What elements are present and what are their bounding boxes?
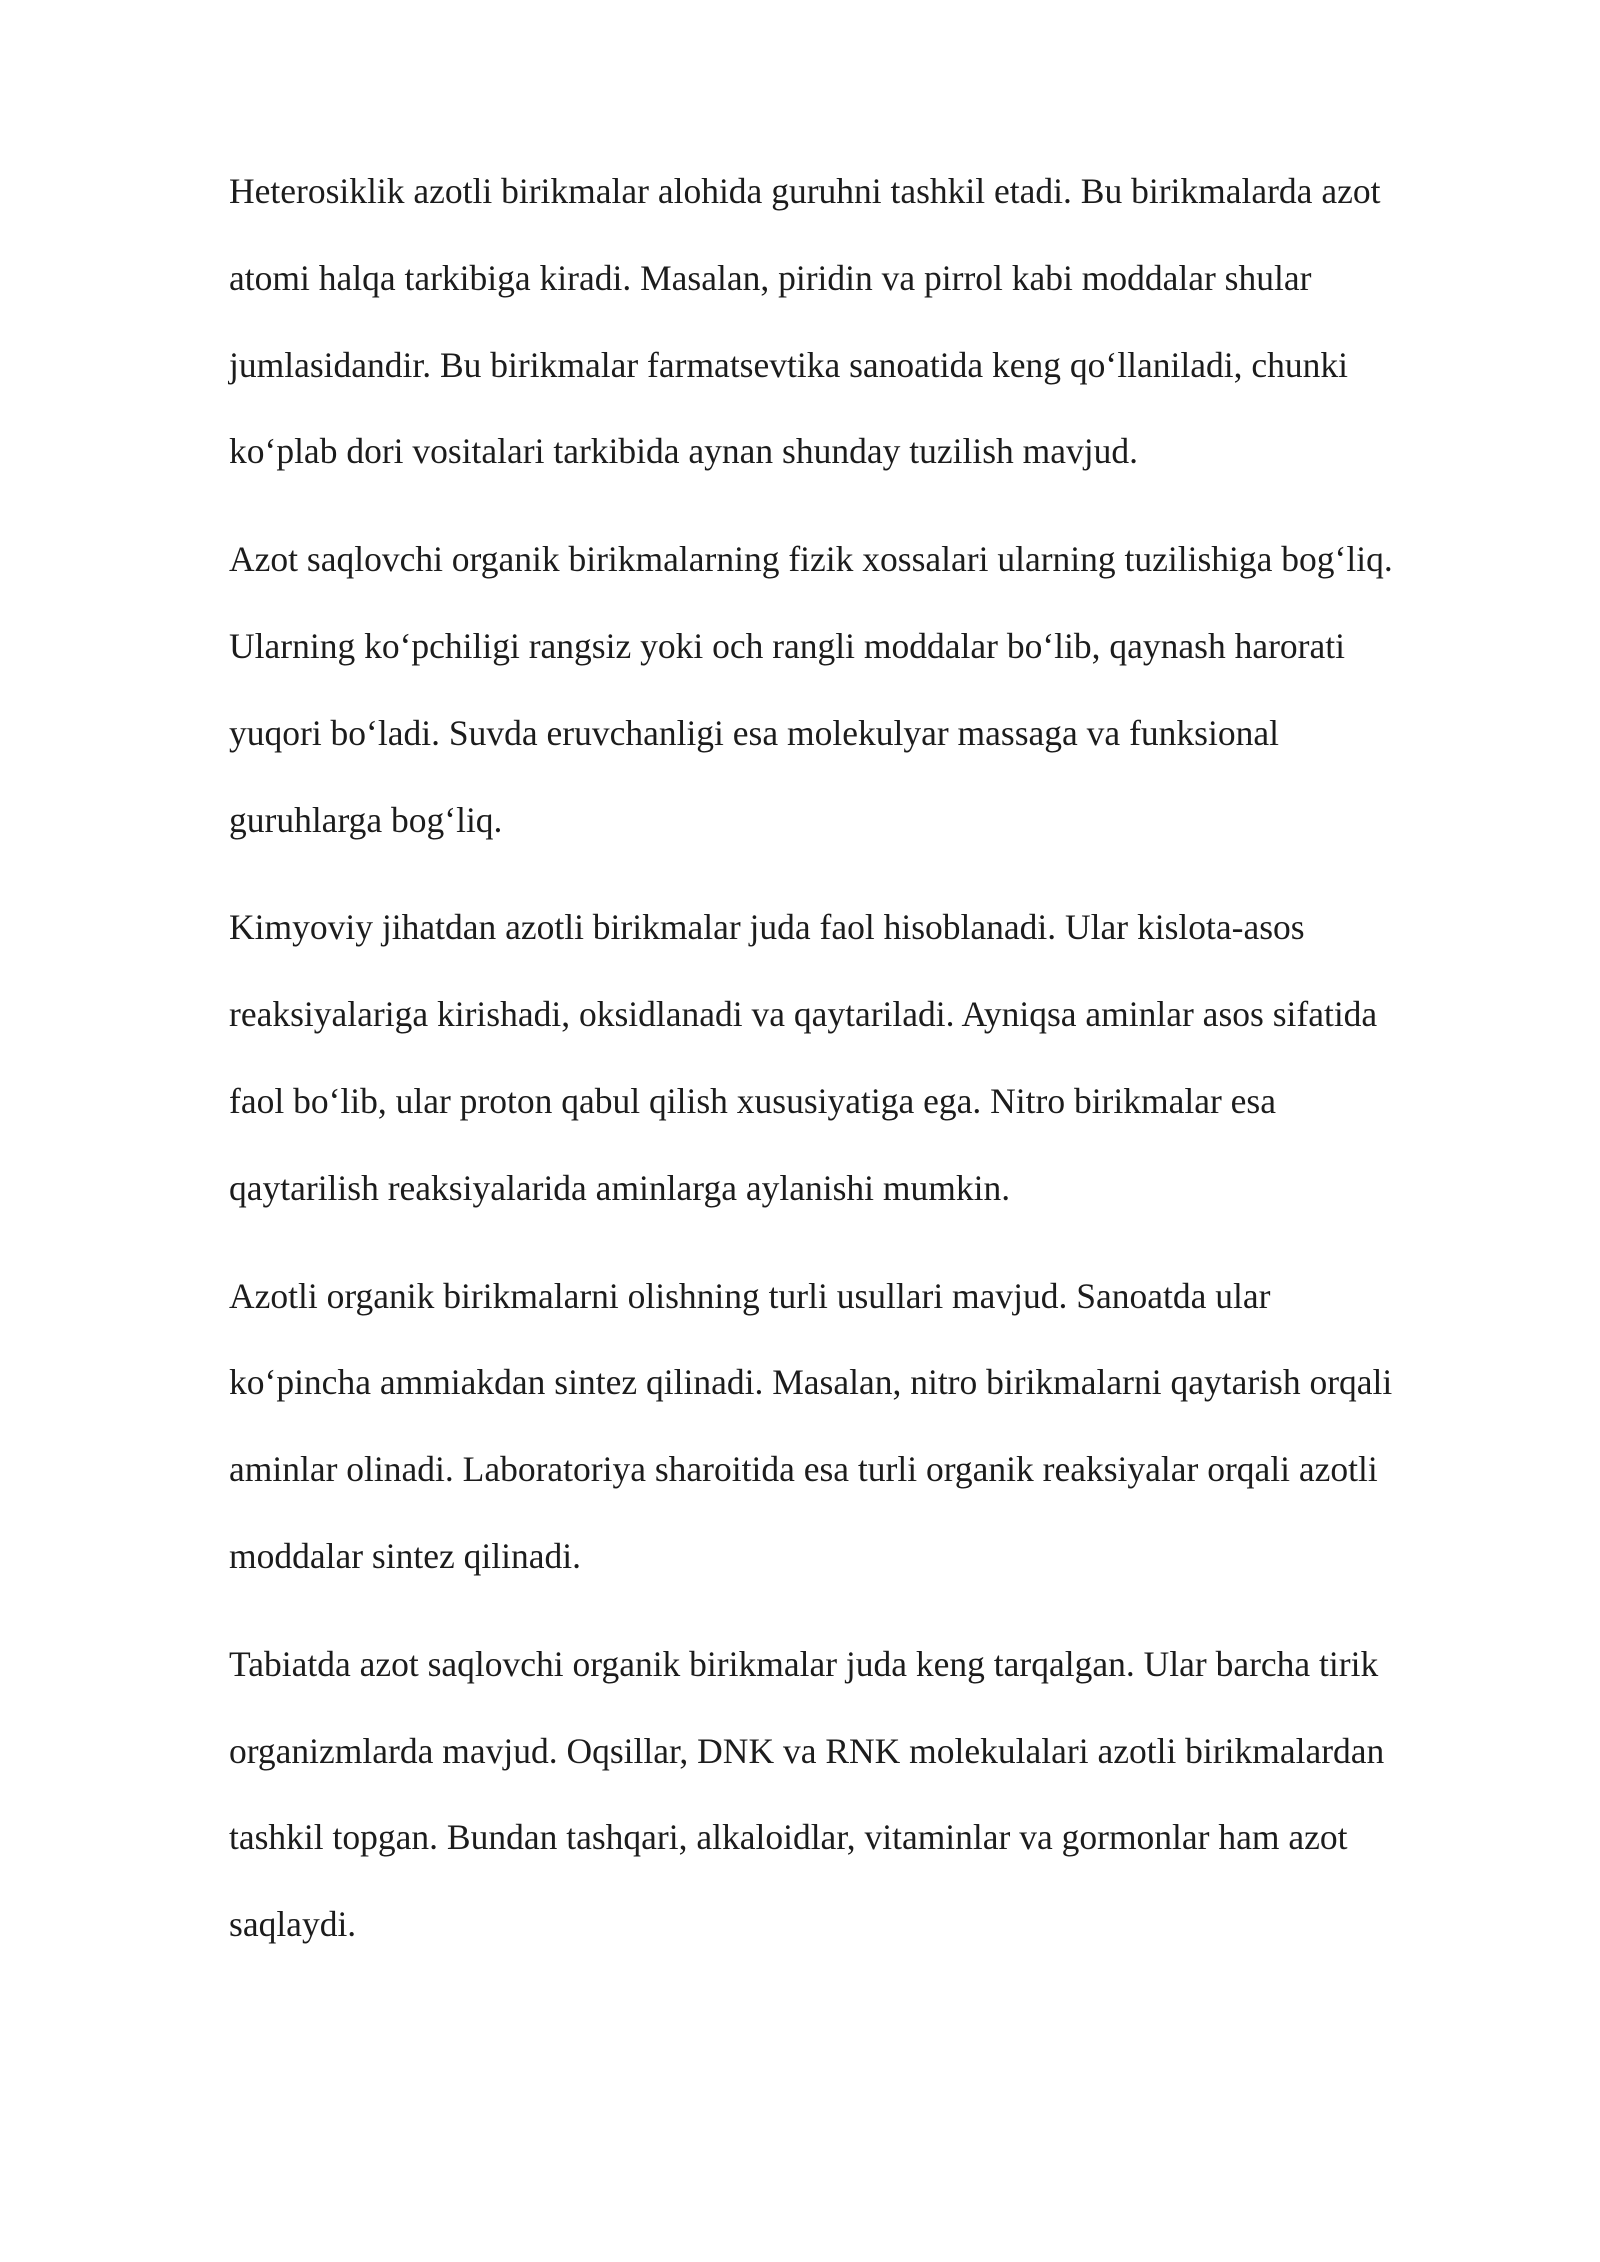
paragraph-chemical-properties bbox=[229, 884, 1484, 1231]
text-line: guruhlarga bog‘liq. bbox=[229, 799, 503, 840]
paragraph-heterocyclic bbox=[229, 148, 1484, 495]
text-line: Azotli organik birikmalarni olishning turli usullari mavjud. Sanoatda ular bbox=[229, 1275, 1271, 1316]
text-line: tashkil topgan. Bundan tashqari, alkaloidlar, vitaminlar va gormonlar ham azot bbox=[229, 1817, 1348, 1858]
text-line: Kimyoviy jihatdan azotli birikmalar juda faol hisoblanadi. Ular kislota-asos bbox=[229, 907, 1305, 948]
text-line: faol bo‘lib, ular proton qabul qilish xususiyatiga ega. Nitro birikmalar esa bbox=[229, 1080, 1277, 1121]
text-line: Heterosiklik azotli birikmalar alohida guruhni tashkil etadi. Bu birikmalarda azot bbox=[229, 171, 1381, 211]
text-line: jumlasidandir. Bu birikmalar farmatsevtika sanoatida keng qo‘llaniladi, chunki bbox=[229, 344, 1348, 385]
text-line: saqlaydi. bbox=[229, 1904, 357, 1945]
text-line: organizmlarda mavjud. Oqsillar, DNK va RNK molekulalari azotli birikmalardan bbox=[229, 1730, 1385, 1771]
text-line: yuqori bo‘ladi. Suvda eruvchanligi esa molekulyar massaga va funksional bbox=[229, 712, 1279, 753]
text-line: ko‘pincha ammiakdan sintez qilinadi. Masalan, nitro birikmalarni qaytarish orqali bbox=[229, 1362, 1393, 1403]
text-line: Azot saqlovchi organik birikmalarning fizik xossalari ularning tuzilishiga bog‘liq. bbox=[229, 539, 1393, 580]
text-line: qaytarilish reaksiyalarida aminlarga aylanishi mumkin. bbox=[229, 1167, 1011, 1208]
paragraph-physical-properties bbox=[229, 516, 1484, 863]
document-body bbox=[229, 148, 1484, 1989]
text-line: reaksiyalariga kirishadi, oksidlanadi va qaytariladi. Ayniqsa aminlar asos sifatida bbox=[229, 994, 1378, 1035]
text-line: aminlar olinadi. Laboratoriya sharoitida esa turli organik reaksiyalar orqali azotli bbox=[229, 1449, 1378, 1490]
text-line: Ularning ko‘pchiligi rangsiz yoki och rangli moddalar bo‘lib, qaynash harorati bbox=[229, 625, 1345, 666]
text-line: atomi halqa tarkibiga kiradi. Masalan, piridin va pirrol kabi moddalar shular bbox=[229, 257, 1312, 298]
paragraph-synthesis-methods bbox=[229, 1253, 1484, 1600]
paragraph-occurrence-in-nature bbox=[229, 1621, 1484, 1968]
text-line: Tabiatda azot saqlovchi organik birikmalar juda keng tarqalgan. Ular barcha tirik bbox=[229, 1643, 1379, 1684]
text-line: ko‘plab dori vositalari tarkibida aynan shunday tuzilish mavjud. bbox=[229, 431, 1138, 472]
text-line: moddalar sintez qilinadi. bbox=[229, 1535, 581, 1576]
